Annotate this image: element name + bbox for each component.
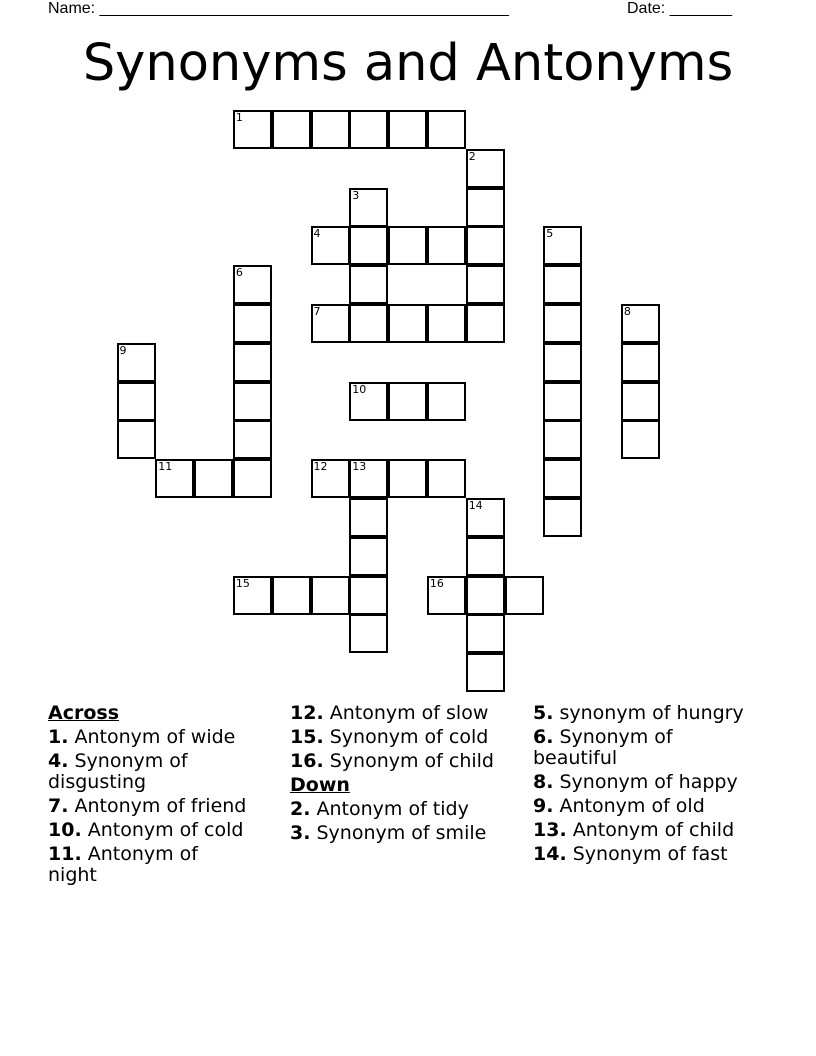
name-field-line[interactable]: Name: ______________________________________________	[48, 0, 509, 17]
grid-cell[interactable]	[621, 420, 660, 459]
grid-cell[interactable]	[388, 304, 427, 343]
grid-cell[interactable]	[233, 343, 272, 382]
page-title: Synonyms and Antonyms	[82, 34, 734, 93]
clue-number: 7	[313, 305, 321, 318]
clue-down-3: 3. Synonym of smile	[290, 822, 487, 844]
grid-cell[interactable]	[427, 304, 466, 343]
clue-down-5: 5. synonym of hungry	[533, 702, 744, 724]
grid-cell[interactable]	[543, 343, 582, 382]
grid-cell[interactable]	[466, 149, 505, 188]
clue-number: 13	[352, 460, 367, 474]
clue-number: 16	[429, 576, 444, 590]
grid-cell[interactable]	[349, 110, 388, 149]
clue-number: 3	[352, 188, 360, 202]
clue-across-11: 11. Antonym of night	[48, 843, 198, 886]
grid-cell[interactable]	[311, 459, 350, 498]
grid-cell[interactable]	[466, 653, 505, 692]
clue-across-15: 15. Synonym of cold	[290, 726, 489, 748]
clue-number: 2	[468, 149, 476, 163]
grid-cell[interactable]	[233, 420, 272, 459]
clues-column-2	[290, 703, 505, 847]
clue-number: 1	[235, 111, 243, 124]
grid-cell[interactable]	[388, 226, 427, 265]
clue-number: 10	[352, 382, 367, 396]
grid-cell[interactable]	[388, 382, 427, 421]
grid-cell[interactable]	[194, 459, 233, 498]
clue-across-10: 10. Antonym of cold	[48, 819, 244, 841]
grid-cell[interactable]	[621, 304, 660, 343]
grid-cell[interactable]	[349, 265, 388, 304]
grid-cell[interactable]	[233, 382, 272, 421]
grid-cell[interactable]	[155, 459, 194, 498]
grid-cell[interactable]	[117, 420, 156, 459]
grid-cell[interactable]	[466, 537, 505, 576]
grid-cell[interactable]	[466, 188, 505, 227]
grid-cell[interactable]	[466, 576, 505, 615]
grid-cell[interactable]	[349, 304, 388, 343]
grid-cell[interactable]	[466, 614, 505, 653]
grid-cell[interactable]	[233, 304, 272, 343]
clue-number: 9	[119, 343, 127, 357]
grid-cell[interactable]	[621, 382, 660, 421]
clue-down-14: 14. Synonym of fast	[533, 843, 728, 865]
grid-cell[interactable]	[466, 265, 505, 304]
clue-across-12: 12. Antonym of slow	[290, 702, 489, 724]
grid-cell[interactable]	[349, 498, 388, 537]
grid-cell[interactable]	[272, 110, 311, 149]
grid-cell[interactable]	[349, 226, 388, 265]
grid-cell[interactable]	[349, 382, 388, 421]
grid-cell[interactable]	[427, 459, 466, 498]
grid-cell[interactable]	[349, 459, 388, 498]
grid-cell[interactable]	[543, 304, 582, 343]
clue-number: 12	[313, 460, 328, 474]
grid-cell[interactable]	[427, 110, 466, 149]
grid-cell[interactable]	[117, 382, 156, 421]
grid-cell[interactable]	[543, 498, 582, 537]
grid-cell[interactable]	[543, 459, 582, 498]
clues-column-3	[533, 703, 748, 868]
grid-cell[interactable]	[466, 304, 505, 343]
grid-cell[interactable]	[311, 304, 350, 343]
grid-cell[interactable]	[311, 576, 350, 615]
grid-cell[interactable]	[505, 576, 544, 615]
grid-cell[interactable]	[349, 614, 388, 653]
grid-cell[interactable]	[117, 343, 156, 382]
grid-cell[interactable]	[349, 537, 388, 576]
clue-across-1: 1. Antonym of wide	[48, 726, 236, 748]
grid-cell[interactable]	[311, 110, 350, 149]
clue-across-4: 4. Synonym of disgusting	[48, 750, 188, 793]
grid-cell[interactable]	[621, 343, 660, 382]
grid-cell[interactable]	[543, 226, 582, 265]
clue-number: 4	[313, 227, 321, 241]
clue-number: 5	[546, 227, 554, 241]
grid-cell[interactable]	[311, 226, 350, 265]
grid-cell[interactable]	[427, 576, 466, 615]
clue-across-7: 7. Antonym of friend	[48, 795, 247, 817]
clue-down-6: 6. Synonym of beautiful	[533, 726, 673, 769]
grid-cell[interactable]	[388, 459, 427, 498]
across-heading: Across	[48, 702, 120, 724]
grid-cell[interactable]	[427, 382, 466, 421]
grid-cell[interactable]	[233, 576, 272, 615]
clue-number: 11	[158, 460, 173, 474]
grid-cell[interactable]	[233, 265, 272, 304]
clue-number: 8	[623, 305, 631, 318]
clue-number: 6	[235, 266, 243, 280]
grid-cell[interactable]	[543, 420, 582, 459]
clue-down-8: 8. Synonym of happy	[533, 771, 738, 793]
grid-cell[interactable]	[233, 110, 272, 149]
grid-cell[interactable]	[272, 576, 311, 615]
clue-number: 14	[468, 499, 483, 512]
grid-cell[interactable]	[466, 498, 505, 537]
grid-cell[interactable]	[466, 226, 505, 265]
grid-cell[interactable]	[543, 265, 582, 304]
clue-number: 15	[235, 576, 250, 590]
grid-cell[interactable]	[349, 188, 388, 227]
grid-cell[interactable]	[388, 110, 427, 149]
clues-column-1	[48, 703, 248, 889]
clue-down-9: 9. Antonym of old	[533, 795, 705, 817]
grid-cell[interactable]	[349, 576, 388, 615]
date-field-line[interactable]: Date: _______	[627, 0, 732, 17]
grid-cell[interactable]	[543, 382, 582, 421]
clue-down-2: 2. Antonym of tidy	[290, 798, 469, 820]
down-heading: Down	[290, 774, 350, 796]
grid-cell[interactable]	[427, 226, 466, 265]
clue-across-16: 16. Synonym of child	[290, 750, 494, 772]
grid-cell[interactable]	[233, 459, 272, 498]
clue-down-13: 13. Antonym of child	[533, 819, 735, 841]
